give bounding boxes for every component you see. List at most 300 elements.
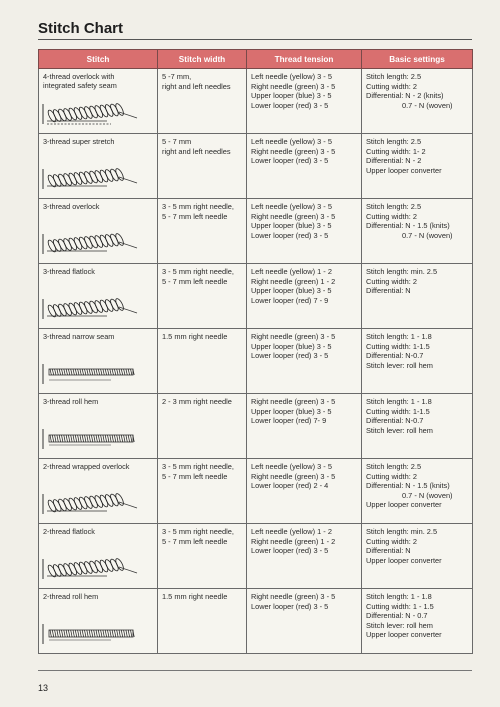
stitch-illustration	[41, 492, 149, 519]
stitch-illustration-icon	[41, 427, 149, 451]
stitch-loop	[109, 298, 120, 312]
stitch-loop	[55, 435, 56, 442]
stitch-loop	[82, 630, 83, 637]
stitch-width-cell	[158, 329, 247, 394]
stitch-loop	[66, 369, 67, 375]
stitch-loop	[114, 298, 125, 312]
stitch-loop	[124, 369, 125, 375]
stitch-loop	[78, 171, 89, 185]
stitch-loop	[101, 369, 102, 375]
stitch-illustration-icon	[41, 362, 149, 386]
stitch-loop	[104, 299, 115, 313]
thread-tail	[119, 307, 137, 313]
basic-setting-line: Stitch lever: roll hem	[366, 425, 433, 435]
basic-setting-line: Stitch length: 2.5	[366, 137, 422, 146]
stitch-name: 3-thread overlock	[43, 202, 100, 211]
stitch-loop	[52, 369, 53, 375]
table-header-row	[39, 50, 473, 69]
thread-tension-line: Lower looper (red) 3 - 5	[251, 156, 329, 166]
stitch-loop	[62, 108, 73, 122]
stitch-loop	[114, 168, 125, 182]
stitch-width-cell	[158, 264, 247, 329]
stitch-loop	[68, 630, 69, 637]
basic-settings-cell	[362, 264, 473, 329]
stitch-loop	[66, 630, 67, 637]
stitch-loop	[67, 302, 78, 316]
stitch-loop	[112, 435, 113, 442]
stitch-loop	[119, 630, 120, 637]
stitch-loop	[93, 170, 104, 184]
stitch-loop	[112, 630, 113, 637]
stitch-loop	[96, 369, 97, 375]
thread-tension-line: Upper looper (blue) 3 - 5	[251, 91, 332, 101]
stitch-loop	[105, 369, 106, 375]
stitch-loop	[131, 435, 132, 442]
title-divider	[38, 39, 472, 40]
stitch-loop	[57, 238, 68, 252]
page-title: Stitch Chart	[38, 20, 124, 37]
stitch-loop	[114, 435, 115, 442]
stitch-loop	[105, 630, 106, 637]
stitch-loop	[89, 435, 90, 442]
stitch-loop	[87, 630, 88, 637]
basic-setting-line: Cutting width: 1 - 1.5	[366, 601, 434, 611]
stitch-loop	[62, 630, 63, 637]
stitch-loop	[93, 300, 104, 314]
page-number: 13	[38, 683, 49, 693]
stitch-loop	[93, 495, 104, 509]
stitch-loop	[101, 630, 102, 637]
stitch-loop	[88, 560, 99, 574]
basic-setting-line: Stitch length: min. 2.5	[366, 267, 438, 276]
column-header-thread-tension: Thread tension	[247, 50, 362, 69]
stitch-loop	[73, 369, 74, 375]
basic-settings-cell	[362, 199, 473, 264]
stitch-loop	[99, 299, 110, 313]
basic-setting-line: Upper looper converter	[366, 555, 442, 565]
basic-setting-line: Upper looper converter	[366, 165, 442, 175]
basic-setting-line: Cutting width: 2	[366, 81, 417, 91]
stitch-loop	[109, 103, 120, 117]
stitch-illustration	[41, 622, 149, 649]
basic-settings-cell	[362, 394, 473, 459]
stitch-width-cell	[158, 589, 247, 654]
stitch-loop	[75, 369, 76, 375]
stitch-loop	[104, 494, 115, 508]
table-row	[39, 394, 473, 459]
basic-setting-line: Differential: N - 2 (knits)	[366, 91, 444, 101]
stitch-illustration	[41, 557, 149, 584]
stitch-illustration-icon	[41, 492, 149, 516]
stitch-cell	[39, 589, 158, 654]
stitch-loop	[78, 496, 89, 510]
stitch-loop	[96, 435, 97, 442]
table-row	[39, 264, 473, 329]
thread-tail	[119, 567, 137, 573]
stitch-cell	[39, 69, 158, 134]
stitch-loop	[68, 369, 69, 375]
stitch-loop	[57, 563, 68, 577]
thread-tension-cell	[247, 134, 362, 199]
stitch-loop	[88, 170, 99, 184]
stitch-loop	[88, 105, 99, 119]
stitch-loop	[80, 435, 81, 442]
stitch-loop	[98, 369, 99, 375]
stitch-loop	[62, 435, 63, 442]
thread-tension-line: Upper looper (blue) 3 - 5	[251, 406, 332, 416]
column-header-stitch: Stitch	[39, 50, 158, 69]
basic-setting-line: Differential: N	[366, 546, 411, 556]
stitch-loop	[93, 560, 104, 574]
thread-tension-line: Left needle (yellow) 3 - 5	[251, 462, 332, 471]
stitch-width-line: 5 -7 mm,	[162, 72, 192, 81]
basic-settings-cell	[362, 69, 473, 134]
basic-setting-line: Cutting width: 1- 2	[366, 146, 426, 156]
stitch-loop	[89, 630, 90, 637]
stitch-loop	[62, 498, 73, 512]
stitch-illustration-icon	[41, 622, 149, 646]
basic-setting-line: Stitch length: 2.5	[366, 202, 422, 211]
stitch-name: 3-thread roll hem	[43, 397, 99, 406]
stitch-loop	[85, 435, 86, 442]
stitch-loop	[64, 369, 65, 375]
stitch-chart-table	[38, 49, 473, 654]
stitch-cell	[39, 394, 158, 459]
stitch-loop	[104, 169, 115, 183]
basic-setting-line: 0.7 - N (woven)	[402, 100, 453, 110]
stitch-loop	[124, 435, 125, 442]
stitch-loop	[52, 499, 63, 513]
stitch-loop	[78, 435, 79, 442]
stitch-width-cell	[158, 199, 247, 264]
basic-setting-line: 0.7 - N (woven)	[402, 230, 453, 240]
basic-settings-cell	[362, 524, 473, 589]
stitch-loop	[78, 561, 89, 575]
thread-tension-cell	[247, 329, 362, 394]
thread-tension-line: Left needle (yellow) 1 - 2	[251, 267, 332, 276]
stitch-width-line: 1.5 mm right needle	[162, 592, 228, 601]
thread-tail	[119, 242, 137, 248]
stitch-name: 4-thread overlock with	[43, 72, 115, 81]
stitch-loop	[98, 630, 99, 637]
stitch-width-line: 3 - 5 mm right needle,	[162, 462, 234, 471]
stitch-width-line: 3 - 5 mm right needle,	[162, 202, 234, 211]
thread-tension-line: Left needle (yellow) 3 - 5	[251, 72, 332, 81]
stitch-loop	[88, 235, 99, 249]
stitch-loop	[73, 237, 84, 251]
basic-setting-line: Differential: N-0.7	[366, 416, 424, 426]
stitch-loop	[110, 369, 111, 375]
stitch-name: 3-thread narrow seam	[43, 332, 115, 341]
stitch-loop	[89, 369, 90, 375]
basic-setting-line: Differential: N - 2	[366, 156, 422, 166]
stitch-loop	[108, 369, 109, 375]
stitch-width-line: 5 - 7 mm left needle	[162, 211, 228, 221]
stitch-loop	[67, 497, 78, 511]
stitch-loop	[87, 369, 88, 375]
stitch-loop	[59, 435, 60, 442]
footer-divider	[38, 670, 472, 671]
stitch-loop	[128, 435, 129, 442]
stitch-loop	[50, 630, 51, 637]
stitch-loop	[126, 369, 127, 375]
stitch-loop	[83, 301, 94, 315]
thread-tension-line: Right needle (green) 3 - 5	[251, 332, 336, 341]
stitch-name: 2-thread wrapped overlock	[43, 462, 130, 471]
thread-tension-line: Right needle (green) 3 - 5	[251, 211, 336, 221]
table-row	[39, 329, 473, 394]
basic-setting-line: Cutting width: 2	[366, 211, 417, 221]
stitch-loop	[91, 435, 92, 442]
basic-setting-line: Stitch lever: roll hem	[366, 360, 433, 370]
stitch-loop	[131, 369, 132, 375]
stitch-loop	[68, 435, 69, 442]
thread-tension-line: Lower looper (red) 3 - 5	[251, 546, 329, 556]
stitch-loop	[83, 496, 94, 510]
stitch-loop	[57, 498, 68, 512]
basic-setting-line: Upper looper converter	[366, 500, 442, 510]
stitch-loop	[73, 172, 84, 186]
thread-tension-cell	[247, 264, 362, 329]
stitch-loop	[114, 630, 115, 637]
thread-tail	[119, 177, 137, 183]
stitch-loop	[52, 564, 63, 578]
basic-setting-line: Stitch length: 1 - 1.8	[366, 592, 432, 601]
stitch-loop	[114, 233, 125, 247]
thread-tension-cell	[247, 199, 362, 264]
stitch-illustration-icon	[41, 102, 149, 126]
stitch-loop	[75, 630, 76, 637]
stitch-loop	[117, 435, 118, 442]
stitch-loop	[94, 369, 95, 375]
stitch-loop	[94, 630, 95, 637]
basic-setting-line: Stitch length: min. 2.5	[366, 527, 438, 536]
basic-settings-cell	[362, 589, 473, 654]
thread-tension-cell	[247, 459, 362, 524]
basic-setting-line: Cutting width: 2	[366, 471, 417, 481]
stitch-loop	[57, 108, 68, 122]
stitch-cell	[39, 134, 158, 199]
stitch-illustration-icon	[41, 232, 149, 256]
basic-setting-line: Differential: N	[366, 286, 411, 296]
stitch-name: 2-thread flatlock	[43, 527, 95, 536]
stitch-loop	[87, 435, 88, 442]
table-row	[39, 589, 473, 654]
stitch-loop	[85, 369, 86, 375]
stitch-loop	[71, 630, 72, 637]
stitch-loop	[101, 435, 102, 442]
stitch-loop	[57, 303, 68, 317]
stitch-loop	[66, 435, 67, 442]
basic-setting-line: Cutting width: 1-1.5	[366, 406, 430, 416]
stitch-width-cell	[158, 459, 247, 524]
stitch-width-line: 5 - 7 mm left needle	[162, 536, 228, 546]
stitch-loop	[114, 369, 115, 375]
stitch-width-line: right and left needles	[162, 146, 231, 156]
basic-setting-line: Upper looper converter	[366, 630, 442, 640]
table-row	[39, 524, 473, 589]
stitch-loop	[73, 107, 84, 121]
basic-setting-line: Stitch length: 2.5	[366, 72, 422, 81]
thread-tension-line: Left needle (yellow) 1 - 2	[251, 527, 332, 536]
basic-setting-line: Stitch length: 1 - 1.8	[366, 332, 432, 341]
table-row	[39, 69, 473, 134]
thread-tension-line: Lower looper (red) 3 - 5	[251, 601, 329, 611]
thread-tension-line: Right needle (green) 3 - 5	[251, 146, 336, 156]
stitch-loop	[99, 494, 110, 508]
stitch-loop	[119, 435, 120, 442]
stitch-illustration	[41, 167, 149, 194]
stitch-loop	[114, 558, 125, 572]
stitch-loop	[82, 369, 83, 375]
stitch-illustration-icon	[41, 297, 149, 321]
stitch-illustration-icon	[41, 557, 149, 581]
stitch-loop	[52, 630, 53, 637]
stitch-loop	[99, 169, 110, 183]
stitch-loop	[109, 233, 120, 247]
stitch-loop	[126, 630, 127, 637]
stitch-loop	[104, 104, 115, 118]
stitch-loop	[64, 435, 65, 442]
stitch-loop	[78, 236, 89, 250]
thread-tension-cell	[247, 69, 362, 134]
stitch-width-cell	[158, 134, 247, 199]
stitch-loop	[99, 104, 110, 118]
stitch-loop	[71, 369, 72, 375]
basic-setting-line: Stitch lever: roll hem	[366, 620, 433, 630]
stitch-loop	[55, 630, 56, 637]
stitch-width-line: 5 - 7 mm left needle	[162, 276, 228, 286]
thread-tension-line: Lower looper (red) 3 - 5	[251, 351, 329, 361]
stitch-name: 3-thread flatlock	[43, 267, 95, 276]
thread-tension-line: Lower looper (red) 3 - 5	[251, 230, 329, 240]
stitch-width-line: 2 - 3 mm right needle	[162, 397, 232, 406]
thread-tension-line: Lower looper (red) 3 - 5	[251, 100, 329, 110]
stitch-loop	[62, 563, 73, 577]
stitch-loop	[104, 559, 115, 573]
basic-setting-line: Stitch length: 2.5	[366, 462, 422, 471]
stitch-loop	[109, 558, 120, 572]
thread-tension-line: Right needle (green) 3 - 5	[251, 471, 336, 481]
stitch-loop	[98, 435, 99, 442]
stitch-loop	[62, 369, 63, 375]
stitch-loop	[67, 107, 78, 121]
stitch-loop	[85, 630, 86, 637]
thread-tension-line: Lower looper (red) 2 - 4	[251, 481, 329, 491]
stitch-loop	[67, 172, 78, 186]
stitch-loop	[105, 435, 106, 442]
thread-tail	[119, 502, 137, 508]
stitch-name: 3-thread super stretch	[43, 137, 115, 146]
stitch-width-cell	[158, 394, 247, 459]
stitch-loop	[57, 173, 68, 187]
stitch-loop	[59, 630, 60, 637]
stitch-loop	[64, 630, 65, 637]
stitch-loop	[110, 630, 111, 637]
stitch-loop	[80, 630, 81, 637]
stitch-loop	[67, 237, 78, 251]
stitch-loop	[126, 435, 127, 442]
basic-setting-line: Cutting width: 2	[366, 536, 417, 546]
stitch-loop	[108, 630, 109, 637]
thread-tension-line: Upper looper (blue) 3 - 5	[251, 221, 332, 231]
stitch-width-line: 5 - 7 mm left needle	[162, 471, 228, 481]
stitch-name: integrated safety seam	[43, 81, 117, 91]
stitch-loop	[62, 173, 73, 187]
stitch-loop	[121, 369, 122, 375]
stitch-width-cell	[158, 69, 247, 134]
stitch-loop	[103, 435, 104, 442]
thread-tension-line: Right needle (green) 1 - 2	[251, 536, 336, 546]
stitch-loop	[52, 109, 63, 123]
stitch-cell	[39, 199, 158, 264]
stitch-loop	[103, 630, 104, 637]
stitch-loop	[78, 369, 79, 375]
stitch-loop	[94, 435, 95, 442]
stitch-illustration	[41, 232, 149, 259]
stitch-loop	[93, 105, 104, 119]
thread-tension-line: Left needle (yellow) 3 - 5	[251, 202, 332, 211]
stitch-width-line: 5 - 7 mm	[162, 137, 192, 146]
stitch-loop	[73, 435, 74, 442]
stitch-illustration	[41, 102, 149, 129]
thread-tail	[119, 112, 137, 118]
stitch-loop	[103, 369, 104, 375]
stitch-loop	[114, 103, 125, 117]
stitch-loop	[110, 435, 111, 442]
stitch-loop	[88, 300, 99, 314]
stitch-loop	[117, 630, 118, 637]
stitch-loop	[128, 630, 129, 637]
basic-setting-line: Differential: N-0.7	[366, 351, 424, 361]
stitch-loop	[57, 369, 58, 375]
basic-setting-line: Differential: N - 0.7	[366, 611, 428, 621]
stitch-width-line: right and left needles	[162, 81, 231, 91]
stitch-width-line: 3 - 5 mm right needle,	[162, 267, 234, 276]
stitch-width-line: 3 - 5 mm right needle,	[162, 527, 234, 536]
thread-tension-line: Lower looper (red) 7 - 9	[251, 295, 329, 305]
stitch-loop	[82, 435, 83, 442]
thread-tension-cell	[247, 589, 362, 654]
basic-setting-line: Differential: N - 1.5 (knits)	[366, 481, 450, 491]
thread-tension-line: Right needle (green) 3 - 5	[251, 397, 336, 406]
basic-settings-cell	[362, 134, 473, 199]
thread-tension-line: Upper looper (blue) 3 - 5	[251, 286, 332, 296]
basic-setting-line: Cutting width: 2	[366, 276, 417, 286]
stitch-loop	[73, 630, 74, 637]
stitch-loop	[109, 168, 120, 182]
stitch-cell	[39, 329, 158, 394]
stitch-loop	[128, 369, 129, 375]
stitch-loop	[73, 302, 84, 316]
column-header-stitch-width: Stitch width	[158, 50, 247, 69]
thread-tension-line: Left needle (yellow) 3 - 5	[251, 137, 332, 146]
stitch-loop	[52, 239, 63, 253]
stitch-loop	[121, 435, 122, 442]
stitch-loop	[88, 495, 99, 509]
stitch-illustration	[41, 362, 149, 389]
stitch-loop	[83, 106, 94, 120]
stitch-loop	[109, 493, 120, 507]
stitch-loop	[57, 630, 58, 637]
stitch-loop	[62, 303, 73, 317]
table-row	[39, 134, 473, 199]
stitch-cell	[39, 264, 158, 329]
stitch-loop	[57, 435, 58, 442]
stitch-loop	[114, 493, 125, 507]
table-row	[39, 199, 473, 264]
stitch-loop	[119, 369, 120, 375]
